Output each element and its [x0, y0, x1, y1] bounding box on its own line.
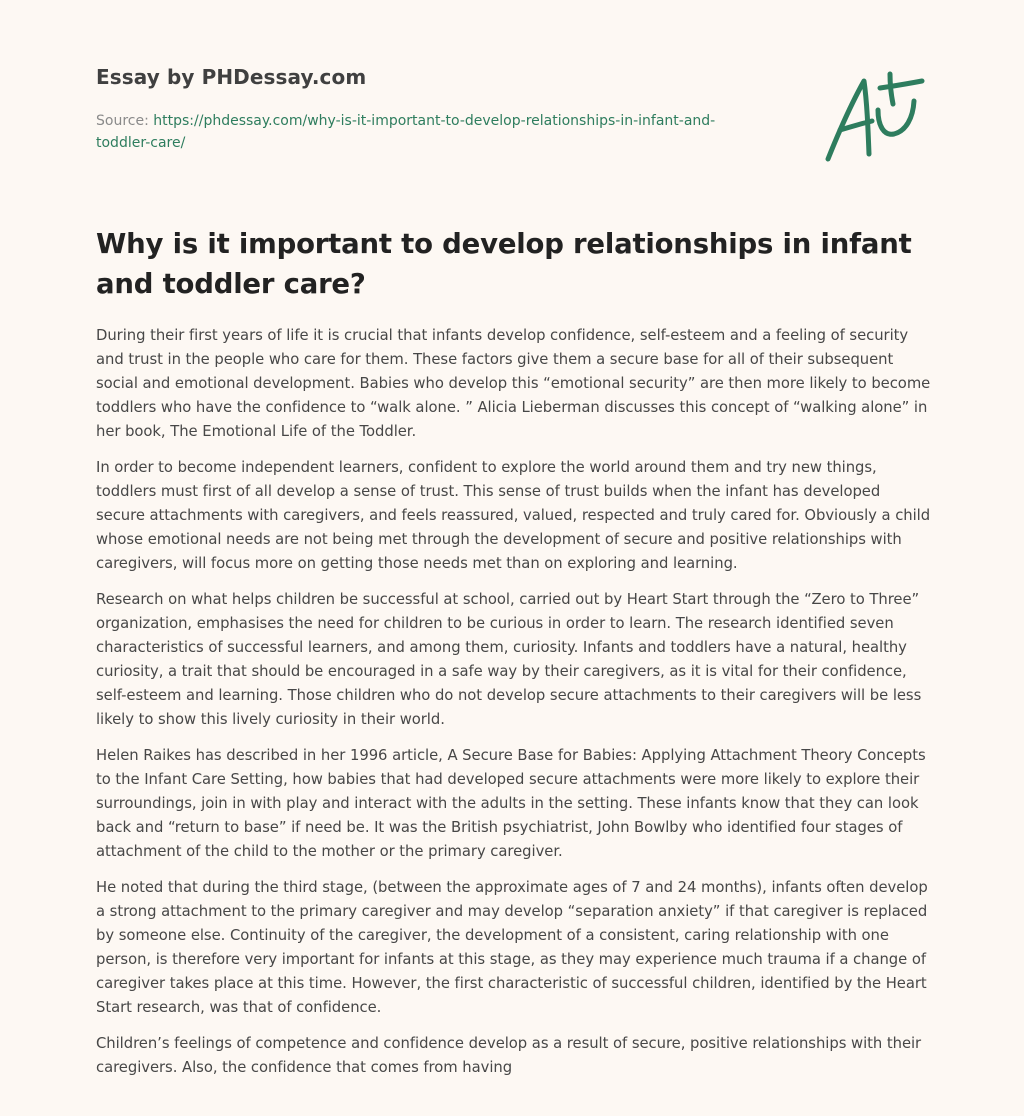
- source-line: [96, 110, 736, 154]
- essay-title: Why is it important to develop relationships in infant and toddler care?: [96, 228, 912, 300]
- a-plus-grade-icon: [818, 68, 930, 166]
- essay-body: [96, 324, 932, 1092]
- page-header: [96, 62, 736, 154]
- essay-paragraph: Children’s feelings of competence and confidence develop as a result of secure, positive relationships with their caregivers. Also, the confidence that comes from having: [96, 1035, 922, 1076]
- source-link[interactable]: https://phdessay.com/why-is-it-important-to-develop-relationships-in-infant-and-toddler-care/: [96, 113, 716, 151]
- essay-paragraph: In order to become independent learners, confident to explore the world around them and try new things, toddlers must first of all develop a sense of trust. This sense of trust builds when the infant has developed secure attachments with caregivers, and feels reassured, valued, respected and truly cared for. Obviously a child whose emotional needs are not being met through the development of secure and positive relationships with caregivers, will focus more on getting those needs met than on exploring and learning.: [96, 459, 931, 572]
- site-brand: Essay by PHDessay.com: [96, 65, 367, 89]
- essay-paragraph: Research on what helps children be successful at school, carried out by Heart Start through the “Zero to Three” organization, emphasises the need for children to be curious in order to learn. The research identified seven characteristics of successful learners, and among them, curiosity. Infants and toddlers have a natural, healthy curiosity, a trait that should be encouraged in a safe way by their caregivers, as it is vital for their confidence, self-esteem and learning. Those children who do not develop secure attachments to their caregivers will be less likely to show this lively curiosity in their world.: [96, 591, 922, 728]
- source-label: Source:: [96, 113, 149, 129]
- essay-paragraph: Helen Raikes has described in her 1996 article, A Secure Base for Babies: Applying Attachment Theory Concepts to the Infant Care Setting, how babies that had developed secure attachments were more likely to explore their surroundings, join in with play and interact with the adults in the setting. These infants know that they can look back and “return to base” if need be. It was the British psychiatrist, John Bowlby who identified four stages of attachment of the child to the mother or the primary caregiver.: [96, 747, 926, 860]
- essay-paragraph: During their first years of life it is crucial that infants develop confidence, self-esteem and a feeling of security and trust in the people who care for them. These factors give them a secure base for all of their subsequent social and emotional development. Babies who develop this “emotional security” are then more likely to become toddlers who have the confidence to “walk alone. ” Alicia Lieberman discusses this concept of “walking alone” in her book, The Emotional Life of the Toddler.: [96, 327, 931, 440]
- essay-paragraph: He noted that during the third stage, (between the approximate ages of 7 and 24 months), infants often develop a strong attachment to the primary caregiver and may develop “separation anxiety” if that caregiver is replaced by someone else. Continuity of the caregiver, the development of a consistent, caring relationship with one person, is therefore very important for infants at this stage, as they may experience much trauma if a change of caregiver takes place at this time. However, the first characteristic of successful children, identified by the Heart Start research, was that of confidence.: [96, 879, 928, 1016]
